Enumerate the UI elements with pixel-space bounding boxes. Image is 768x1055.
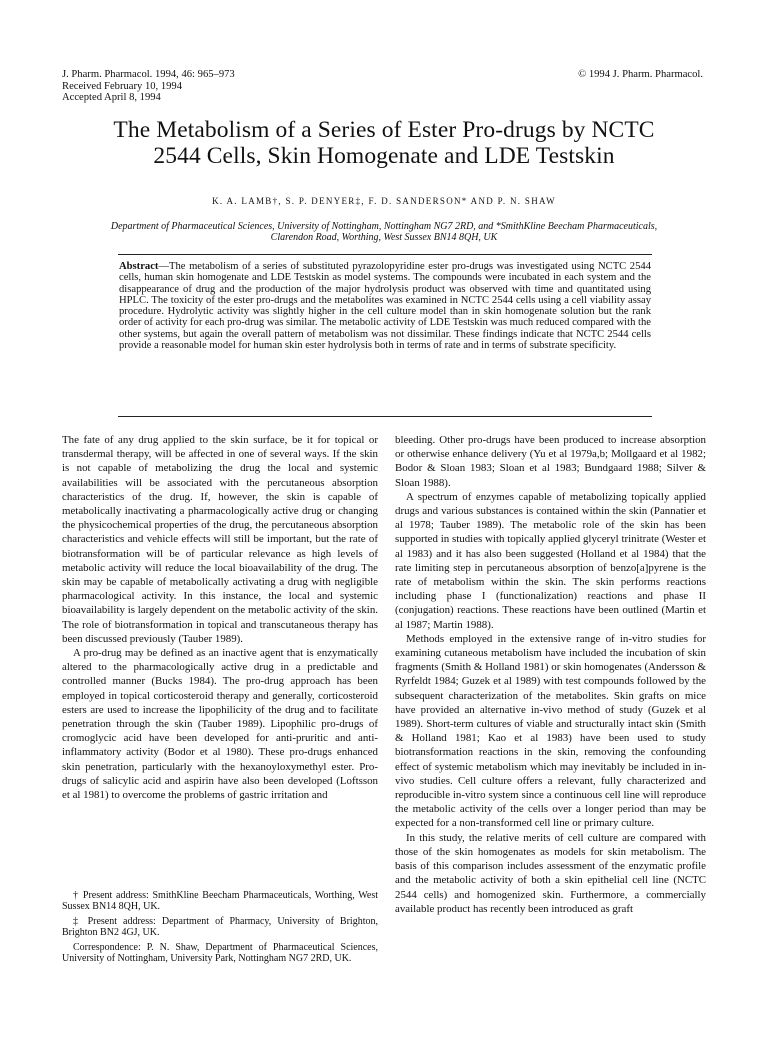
abstract: [119, 261, 651, 351]
footnote: ‡ Present address: Department of Pharmacy, University of Brighton, Brighton BN2 4GJ, UK.: [62, 916, 378, 938]
footnotes: [62, 890, 378, 968]
journal-citation: J. Pharm. Pharmacol. 1994, 46: 965–973: [62, 69, 235, 80]
footnote: Correspondence: P. N. Shaw, Department of Pharmaceutical Sciences, University of Nottingham, University Park, Nottingham NG7 2RD, UK.: [62, 942, 378, 964]
abstract-text: —The metabolism of a series of substituted pyrazolopyridine ester pro-drugs was investigated using NCTC 2544 cells, human skin homogenate and LDE Testskin as model systems. The compounds were incubated in each system and the disappearance of drug and the production of the major hydrolysis product was observed with time and quantitated using HPLC. The toxicity of the ester pro-drugs and the metabolites was examined in NCTC 2544 cells using a cell viability assay procedure. Hydrolytic activity was slightly higher in the cell culture model than in skin homogenate solution but the rank order of activity for each pro-drug was similar. The metabolic activity of LDE Testskin was much reduced compared with the other systems, but again the overall pattern of metabolism was not dissimilar. These findings indicate that NCTC 2544 cells provide a reasonable model for human skin ester hydrolysis both in terms of rate and in terms of substrate specificity.: [119, 261, 651, 352]
body-column-right: [395, 433, 706, 916]
title-line-1: The Metabolism of a Series of Ester Pro-drugs by NCTC: [113, 117, 655, 143]
body-column-left: [62, 433, 378, 802]
received-date: Received February 10, 1994: [62, 80, 183, 92]
abstract-bottom-rule: [118, 416, 652, 417]
affiliation-line-1: Department of Pharmaceutical Sciences, University of Nottingham, Nottingham NG7 2RD, and *SmithKline Beecham Pharmaceuticals,: [110, 221, 658, 232]
body-paragraph: A pro-drug may be defined as an inactive agent that is enzymatically altered to the pharmacologically active drug in a predictable and controlled manner (Bucks 1984). The pro-drug approach has been employed in topical corticosteroid therapy and generally, corticosteroid esters are used to increase the lipophilicity of the drug and to facilitate penetration through the skin (Tauber 1989). Lipophilic pro-drugs of cromoglycic acid have been developed for anti-pruritic and anti-inflammatory activity (Bodor et al 1980). These pro-drugs enhanced skin penetration, particularly with the hexanoyloxymethyl ester. Pro-drugs of salicylic acid and aspirin have also been developed (Loftsson et al 1981) to overcome the problems of gastric irritation and: [62, 647, 378, 802]
body-paragraph: Methods employed in the extensive range of in-vitro studies for examining cutaneous metabolism have included the incubation of skin fragments (Smith & Holland 1981) or skin homogenates (Andersson & Ryrfeldt 1984; Guzek et al 1989) with test compounds followed by the subsequent characterization of the metabolites. Skin grafts on mice have provided an alternative in-vivo method of study (Guzek et al 1989). Short-term cultures of viable and structurally intact skin (Smith & Holland 1981; Kao et al 1983) have been used to study biotransformation reactions in the skin, removing the confounding effect of systemic metabolism which may inevitably be included in in-vivo studies. Cell culture offers a relevant, fully characterized and reproducible in-vitro system since a continuous cell line will reproduce the metabolic activity of the cells over a longer period than may be expected for a non-transformed cell line or primary culture.: [395, 632, 706, 830]
article-title: [40, 117, 728, 169]
author-list: K. A. LAMB†, S. P. DENYER‡, F. D. SANDERSON* AND P. N. SHAW: [212, 196, 556, 206]
copyright-notice: © 1994 J. Pharm. Pharmacol.: [578, 69, 703, 80]
abstract-label: Abstract: [119, 261, 159, 272]
accepted-date: Accepted April 8, 1994: [62, 92, 161, 103]
abstract-top-rule: [118, 254, 652, 255]
body-paragraph: A spectrum of enzymes capable of metabolizing topically applied drugs and various substances is contained within the skin (Pannatier et al 1978; Tauber 1989). The metabolic role of the skin has been supported in studies with topically applied glyceryl trinitrate (Wester et al 1983) and it has also been suggested (Holland et al 1984) that the rate limiting step in percutaneous absorption of benzo[a]pyrene is the rate of metabolism within the skin. The skin performs reactions including phase I (functionalization) reactions and phase II (conjugation) reactions. These reactions have been outlined (Martin et al 1987; Martin 1988).: [395, 490, 706, 631]
affiliation-line-2: Clarendon Road, Worthing, West Sussex BN14 8QH, UK: [270, 232, 498, 244]
title-line-2: 2544 Cells, Skin Homogenate and LDE Testskin: [153, 143, 615, 169]
journal-header: [62, 69, 235, 104]
body-paragraph: In this study, the relative merits of cell culture are compared with those of the skin homogenates as models for skin metabolism. The basis of this comparison includes assessment of the enzymatic profile and the metabolic activity of both a skin epithelial cell line (NCTC 2544 cells) and homogenized skin. Furthermore, a commercially available product has recently been introduced as graft: [395, 831, 706, 915]
body-paragraph: bleeding. Other pro-drugs have been produced to increase absorption or otherwise enhance delivery (Yu et al 1979a,b; Mollgaard et al 1982; Bodor & Sloan 1983; Sloan et al 1983; Bundgaard 1988; Silver & Sloan 1988).: [395, 434, 706, 489]
body-paragraph: The fate of any drug applied to the skin surface, be it for topical or transdermal therapy, will be affected in one of several ways. If the skin is not capable of metabolizing the drug the local and systemic availabilities will be associated with the percutaneous absorption characteristics of the drug. If, however, the skin is capable of metabolically inactivating a pharmacologically active drug or changing the physicochemical properties of the drug, the percutaneous absorption characteristics and vehicle effects will still be important, but the rate of biotransformation will be of particular relevance as high levels of metabolic activity will reduce the local bioavailability of the drug. The skin may be capable of metabolically activating a drug with negligible pharmacological activity. In this instance, the local and systemic bioavailability is largely dependent on the metabolic activity of the skin. The role of biotransformation in topical and transcutaneous therapy has been discussed previously (Tauber 1989).: [62, 434, 378, 645]
affiliation: [70, 221, 698, 244]
footnote: † Present address: SmithKline Beecham Pharmaceuticals, Worthing, West Sussex BN14 8QH, UK.: [62, 890, 378, 912]
